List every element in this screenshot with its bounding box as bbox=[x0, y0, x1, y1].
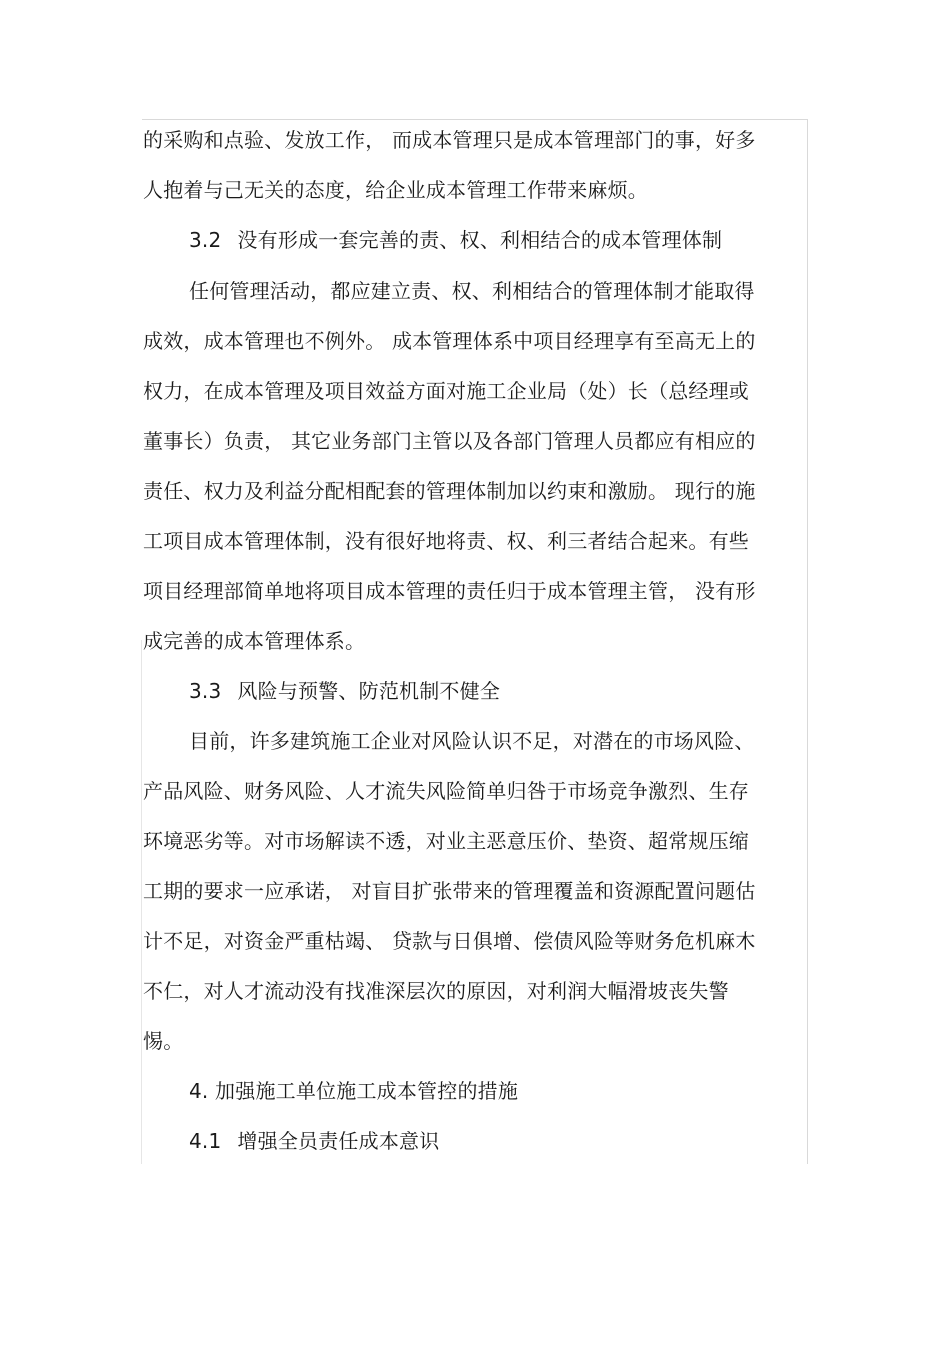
section-heading-3-2 bbox=[189, 225, 722, 255]
section-title: 风险与预警、防范机制不健全 bbox=[237, 679, 501, 703]
section-number: 3.3 bbox=[189, 679, 222, 703]
paragraph-line: 责任、权力及利益分配相配套的管理体制加以约束和激励。 现行的施 bbox=[143, 479, 756, 503]
paragraph-line: 工期的要求一应承诺， 对盲目扩张带来的管理覆盖和资源配置问题估 bbox=[143, 879, 756, 903]
paragraph-line: 成效，成本管理也不例外。 成本管理体系中项目经理享有至高无上的 bbox=[143, 329, 756, 353]
section-number: 3.2 bbox=[189, 228, 222, 252]
section-heading-3-3 bbox=[189, 676, 500, 706]
section-number: 4.1 bbox=[189, 1129, 222, 1153]
paragraph-line: 计不足，对资金严重枯竭、 贷款与日俱增、偿债风险等财务危机麻木 bbox=[143, 929, 756, 953]
paragraph-line: 权力，在成本管理及项目效益方面对施工企业局（处）长（总经理或 bbox=[143, 379, 749, 403]
section-heading-4-1 bbox=[189, 1126, 439, 1156]
paragraph-line: 董事长）负责， 其它业务部门主管以及各部门管理人员都应有相应的 bbox=[143, 429, 756, 453]
paragraph-line: 的采购和点验、发放工作， 而成本管理只是成本管理部门的事，好多 bbox=[143, 128, 756, 152]
paragraph-line: 惕。 bbox=[143, 1029, 184, 1053]
section-title: 增强全员责任成本意识 bbox=[237, 1129, 440, 1153]
section-heading-4: 4. 加强施工单位施工成本管控的措施 bbox=[189, 1079, 519, 1103]
paragraph-line: 项目经理部简单地将项目成本管理的责任归于成本管理主管， 没有形 bbox=[143, 579, 756, 603]
paragraph-line: 工项目成本管理体制，没有很好地将责、权、利三者结合起来。有些 bbox=[143, 529, 749, 553]
paragraph-line: 产品风险、财务风险、人才流失风险简单归咎于市场竞争激烈、生存 bbox=[143, 779, 749, 803]
section-title: 没有形成一套完善的责、权、利相结合的成本管理体制 bbox=[237, 228, 723, 252]
paragraph-line: 任何管理活动，都应建立责、权、利相结合的管理体制才能取得 bbox=[189, 279, 755, 303]
paragraph-line: 不仁，对人才流动没有找准深层次的原因，对利润大幅滑坡丧失警 bbox=[143, 979, 729, 1003]
paragraph-line: 人抱着与己无关的态度，给企业成本管理工作带来麻烦。 bbox=[143, 178, 648, 202]
paragraph-line: 环境恶劣等。对市场解读不透，对业主恶意压价、垫资、超常规压缩 bbox=[143, 829, 749, 853]
paragraph-line: 目前，许多建筑施工企业对风险认识不足，对潜在的市场风险、 bbox=[189, 729, 755, 753]
paragraph-line: 成完善的成本管理体系。 bbox=[143, 629, 366, 653]
